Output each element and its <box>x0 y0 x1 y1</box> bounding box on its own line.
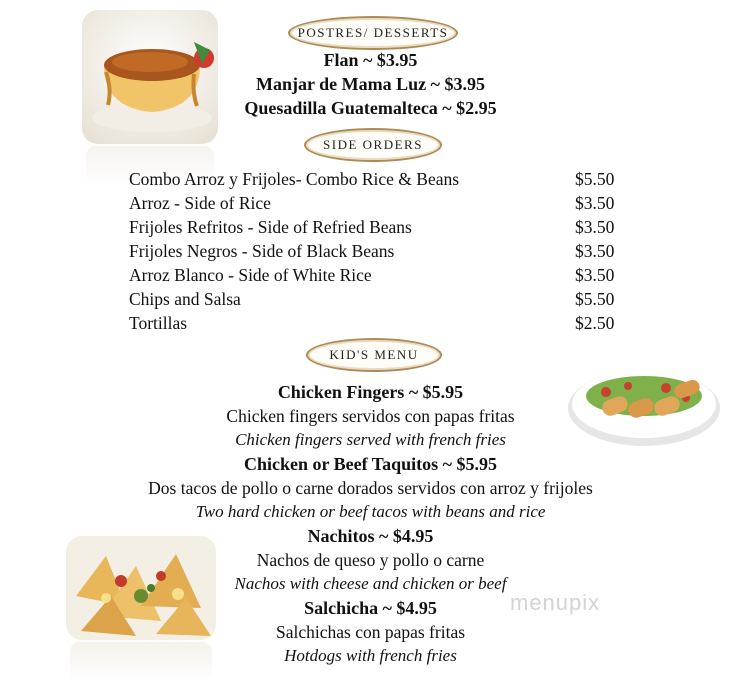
side-item <box>129 217 621 241</box>
side-item-price: $3.50 <box>575 241 615 261</box>
kids-item-spanish: Salchichas con papas fritas <box>275 622 466 642</box>
side-item <box>129 313 621 337</box>
side-item-name: Frijoles Refritos - Side of Refried Beans <box>129 217 412 237</box>
side-item-name: Arroz - Side of Rice <box>129 193 271 213</box>
side-item-price: $5.50 <box>575 169 615 189</box>
side-orders-header-label: SIDE ORDERS <box>323 137 423 152</box>
kids-item-spanish: Nachos de queso y pollo o carne <box>256 550 485 570</box>
kids-item-english: Two hard chicken or beef tacos with beans and rice <box>195 502 546 521</box>
dessert-item-manjar: Manjar de Mama Luz ~ $3.95 <box>255 74 485 94</box>
kids-item-title: Salchicha ~ $4.95 <box>304 598 437 618</box>
desserts-header-label: POSTRES/ DESSERTS <box>297 25 449 40</box>
kids-item-title: Chicken Fingers ~ $5.95 <box>277 382 464 402</box>
kids-item-spanish: Dos tacos de pollo o carne dorados servidos con arroz y frijoles <box>148 478 593 498</box>
kids-item-title: Chicken or Beef Taquitos ~ $5.95 <box>243 454 498 474</box>
side-item <box>129 169 621 193</box>
side-orders-header <box>304 128 442 162</box>
side-item <box>129 265 621 289</box>
kids-menu-header <box>306 338 442 372</box>
kids-menu-header-label: KID'S MENU <box>329 347 419 362</box>
kids-item-english: Nachos with cheese and chicken or beef <box>234 574 507 593</box>
kids-item-spanish: Chicken fingers servidos con papas fritas <box>226 406 515 426</box>
side-item-price: $5.50 <box>575 289 615 309</box>
dessert-item-quesadilla: Quesadilla Guatemalteca ~ $2.95 <box>244 98 497 118</box>
kids-item-english: Chicken fingers served with french fries <box>235 430 506 449</box>
desserts-header <box>288 16 458 50</box>
side-item-price: $2.50 <box>575 313 615 333</box>
side-item <box>129 193 621 217</box>
side-item-name: Tortillas <box>129 313 188 333</box>
watermark: menupix <box>510 590 601 615</box>
dessert-item-flan: Flan ~ $3.95 <box>323 50 418 70</box>
side-item-name: Frijoles Negros - Side of Black Beans <box>129 241 395 261</box>
side-item-name: Combo Arroz y Frijoles- Combo Rice & Beans <box>129 169 460 189</box>
side-item <box>129 289 621 313</box>
side-item <box>129 241 621 265</box>
side-item-name: Chips and Salsa <box>129 289 241 309</box>
side-item-name: Arroz Blanco - Side of White Rice <box>129 265 372 285</box>
side-item-price: $3.50 <box>575 193 615 213</box>
side-item-price: $3.50 <box>575 265 615 285</box>
kids-item-english: Hotdogs with french fries <box>284 646 457 665</box>
kids-item-title: Nachitos ~ $4.95 <box>307 526 434 546</box>
side-item-price: $3.50 <box>575 217 615 237</box>
